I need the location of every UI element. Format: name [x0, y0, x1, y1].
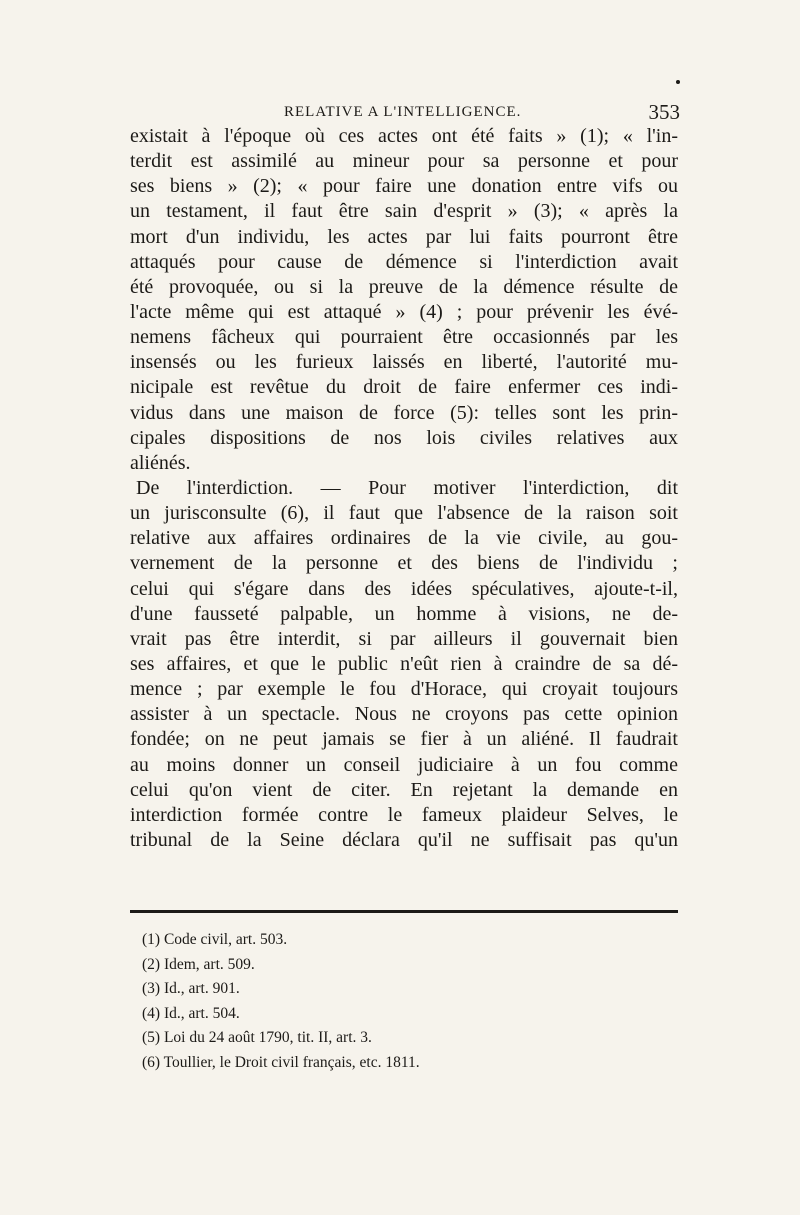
text-line: celui qu'on vient de citer. En rejetant la demande en: [130, 778, 678, 801]
text-line: tribunal de la Seine déclara qu'il ne suffisait pas qu'un: [130, 828, 678, 851]
text-line: ses affaires, et que le public n'eût rien à craindre de sa dé-: [130, 652, 678, 675]
footnote: (6) Toullier, le Droit civil français, etc. 1811.: [142, 1053, 420, 1071]
footnote: (3) Id., art. 901.: [142, 980, 240, 997]
ink-mark: [676, 80, 680, 84]
text-line: l'acte même qui est attaqué » (4) ; pour prévenir les évé-: [130, 300, 678, 323]
text-line: un jurisconsulte (6), il faut que l'absence de la raison soit: [130, 502, 678, 525]
page-number: 353: [648, 100, 680, 124]
text-line: vrait pas être interdit, si par ailleurs il gouvernait bien: [130, 627, 678, 650]
footnote-rule: [130, 910, 678, 913]
body-text: [130, 124, 678, 853]
footnote: (2) Idem, art. 509.: [142, 955, 255, 973]
text-line: mort d'un individu, les actes par lui faits pourront être: [130, 225, 678, 248]
text-line: assister à un spectacle. Nous ne croyons pas cette opinion: [130, 703, 678, 726]
text-line: interdiction formée contre le fameux plaideur Selves, le: [130, 803, 678, 826]
paragraph-end-line: aliénés.: [130, 451, 191, 474]
section-heading-line: De l'interdiction. — Pour motiver l'interdiction, dit: [136, 476, 678, 499]
text-line: au moins donner un conseil judiciaire à un fou comme: [130, 753, 678, 776]
text-line: d'une fausseté palpable, un homme à visions, ne de-: [130, 602, 678, 625]
text-line: existait à l'époque où ces actes ont été faits » (1); « l'in-: [130, 125, 678, 147]
text-line: terdit est assimilé au mineur pour sa personne et pour: [130, 150, 678, 173]
text-line: nicipale est revêtue du droit de faire enfermer ces indi-: [130, 376, 678, 399]
text-line: vidus dans une maison de force (5): telles sont les prin-: [130, 401, 678, 424]
text-line: mence ; par exemple le fou d'Horace, qui croyait toujours: [130, 678, 678, 701]
text-line: cipales dispositions de nos lois civiles relatives aux: [130, 426, 678, 449]
text-line: vernement de la personne et des biens de l'individu ;: [130, 552, 678, 575]
page-header: [284, 100, 680, 126]
footnote: (1) Code civil, art. 503.: [142, 931, 288, 948]
footnote: (4) Id., art. 504.: [142, 1004, 240, 1022]
text-line: fondée; on ne peut jamais se fier à un aliéné. Il faudrait: [130, 728, 678, 751]
text-line: un testament, il faut être sain d'esprit » (3); « après la: [130, 200, 678, 223]
text-line: attaqués pour cause de démence si l'interdiction avait: [130, 250, 678, 273]
text-line: relative aux affaires ordinaires de la vie civile, au gou-: [130, 527, 678, 550]
footnote: (5) Loi du 24 août 1790, tit. II, art. 3.: [142, 1029, 372, 1046]
footnotes: [142, 928, 662, 1075]
running-head: RELATIVE A L'INTELLIGENCE.: [284, 104, 522, 120]
text-line: été provoquée, ou si la preuve de la démence résulte de: [130, 275, 678, 298]
text-line: celui qui s'égare dans des idées spéculatives, ajoute-t-il,: [130, 577, 678, 600]
text-line: insensés ou les furieux laissés en liberté, l'autorité mu-: [130, 351, 678, 374]
text-line: ses biens » (2); « pour faire une donation entre vifs ou: [130, 175, 678, 198]
text-line: nemens fâcheux qui pourraient être occasionnés par les: [130, 326, 678, 349]
